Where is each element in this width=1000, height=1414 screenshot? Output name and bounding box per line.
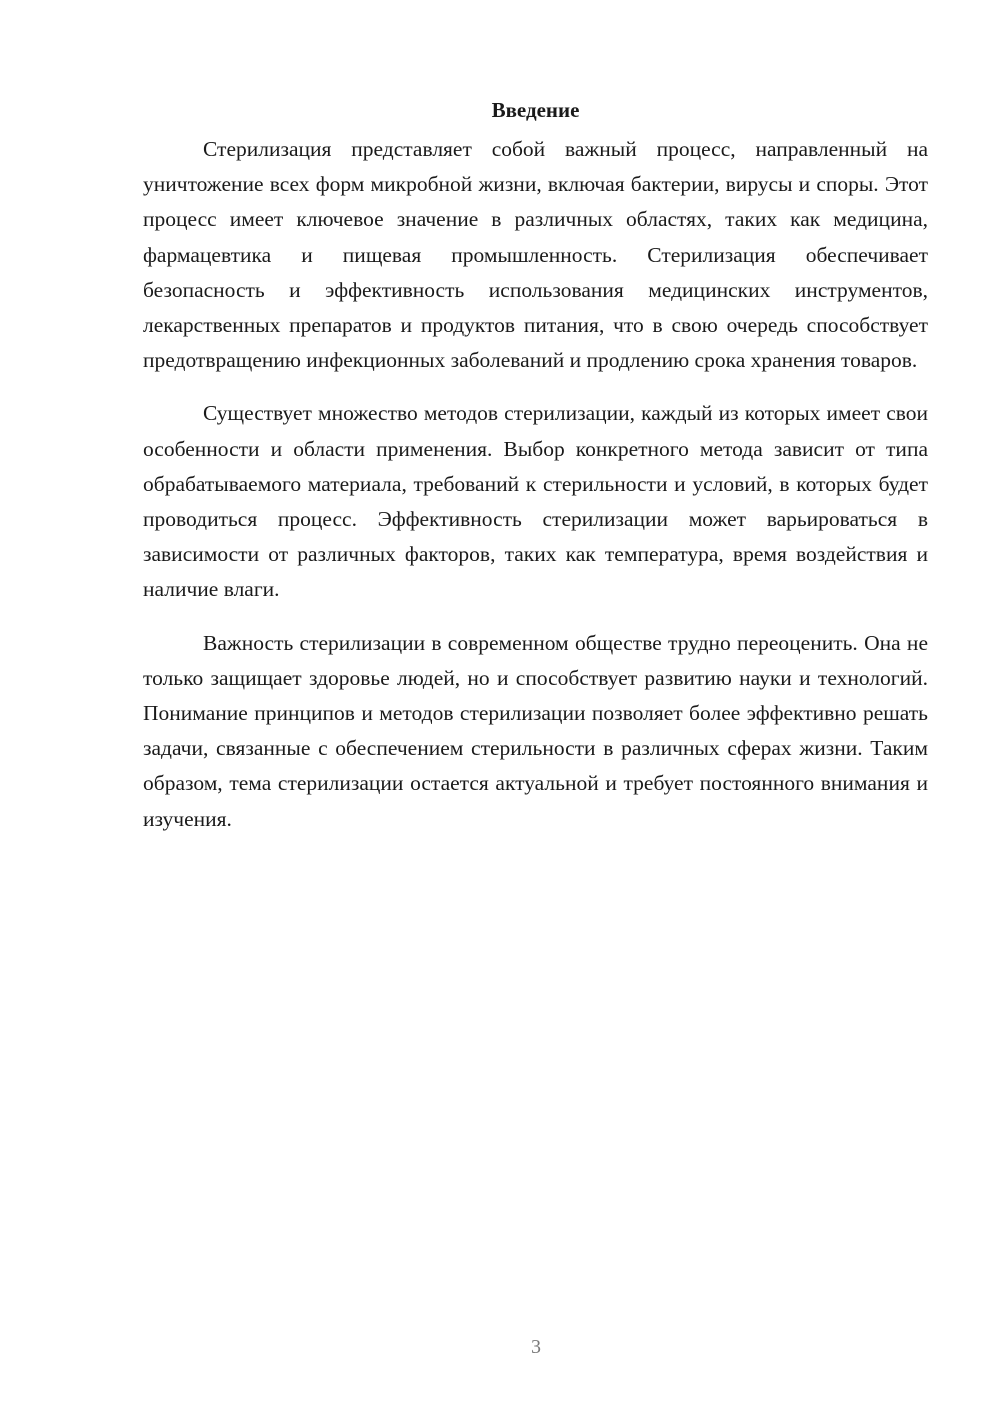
paragraph-2: Существует множество методов стерилизации, каждый из которых имеет свои особенности и области применения. Выбор конкретного метода зависит от типа обрабатываемого материала, требований к стерильности и условий, в которых будет проводиться процесс. Эффективность стерилизации может варьироваться в зависимости от различных факторов, таких как температура, время воздействия и наличие влаги. <box>143 401 928 602</box>
page-content <box>143 92 928 855</box>
section-heading: Введение <box>491 98 580 122</box>
page-number: 3 <box>531 1336 541 1358</box>
paragraph-1: Стерилизация представляет собой важный процесс, направленный на уничтожение всех форм микробной жизни, включая бактерии, вирусы и споры. Этот процесс имеет ключевое значение в различных областях, таких как медицина, фармацевтика и пищевая промышленность. Стерилизация обеспечивает безопасность и эффективность использования медицинских инструментов, лекарственных препаратов и продуктов питания, что в свою очередь способствует предотвращению инфекционных заболеваний и продлению срока хранения товаров. <box>143 137 928 373</box>
paragraph-3: Важность стерилизации в современном обществе трудно переоценить. Она не только защищает здоровье людей, но и способствует развитию науки и технологий. Понимание принципов и методов стерилизации позволяет более эффективно решать задачи, связанные с обеспечением стерильности в различных сферах жизни. Таким образом, тема стерилизации остается актуальной и требует постоянного внимания и изучения. <box>143 630 928 831</box>
